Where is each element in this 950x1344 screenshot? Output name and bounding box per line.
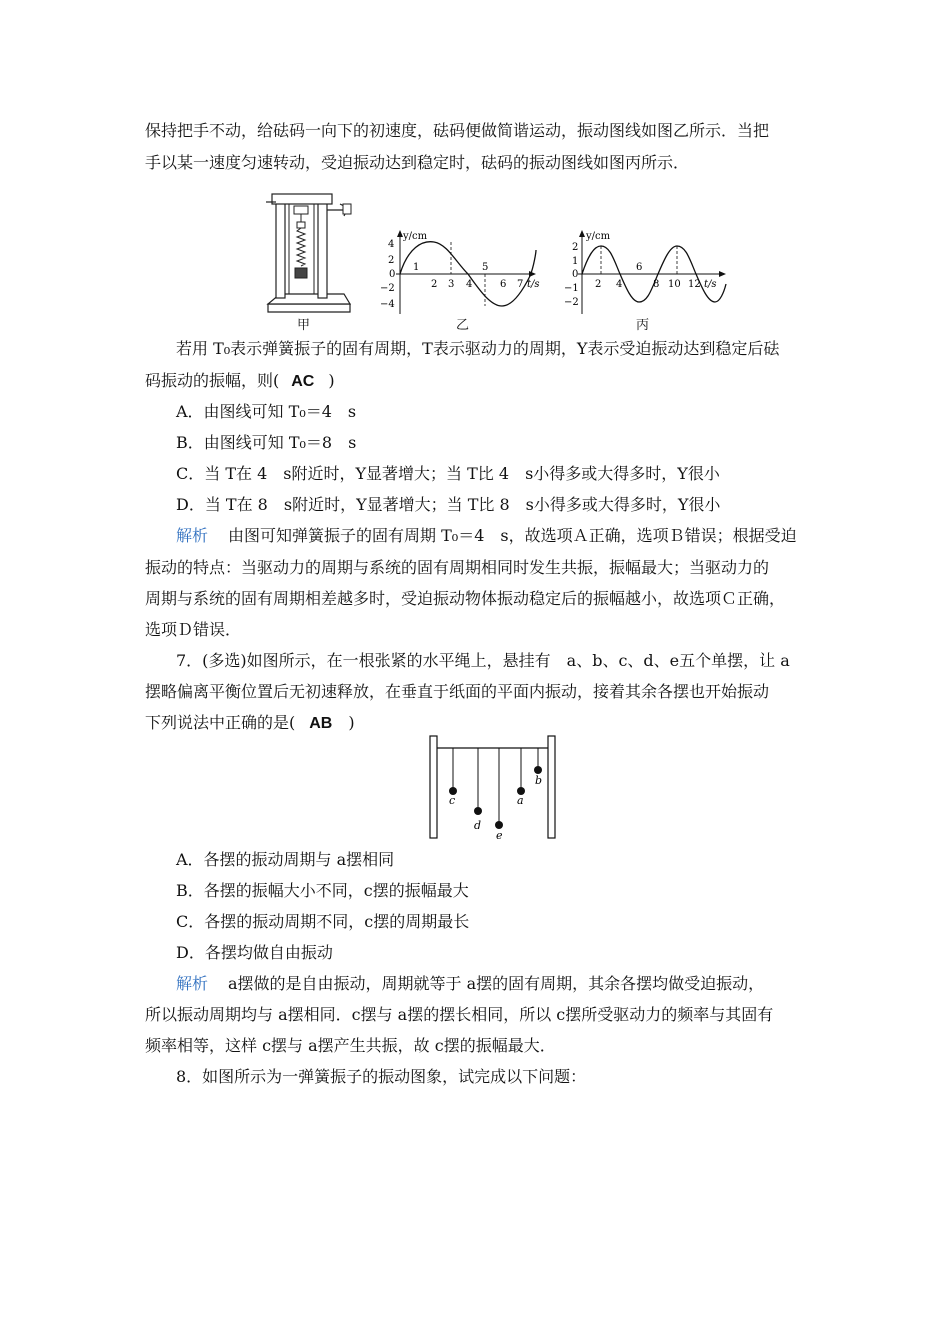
pendulum-e-label: e [496,829,503,842]
yi-x-tick: 2 [431,279,438,290]
q7-option-d: D．各摆均做自由振动 [176,943,333,962]
pendulum-b-label: b [535,774,543,787]
paragraph-line-2: 手以某一速度匀速转动，受迫振动达到稳定时，砝码的振动图线如图丙所示． [145,153,690,172]
paragraph-line-1: 保持把手不动，给砝码一向下的初速度，砝码便做简谐运动，振动图线如图乙所示．当把 [145,121,770,140]
q6-stem-prefix: 码振动的振幅，则( [145,371,280,390]
bing-x-tick: 4 [616,279,623,290]
bing-x-tick: 6 [636,262,643,273]
bing-x-axis-label: t/s [704,279,717,290]
figure-bing-label: 丙 [636,318,650,333]
q7-option-c: C．各摆的振动周期不同，c摆的周期最长 [176,912,470,931]
q6-analysis-line-1 [176,526,797,546]
bing-y-tick: 0 [572,269,579,280]
q6-option-a: A．由图线可知 T₀＝4 s [176,402,357,421]
pendulum-d-label: d [474,819,482,832]
bing-y-axis-label: y/cm [586,231,611,242]
q8-stem-line-1: 8．如图所示为一弹簧振子的振动图象，试完成以下问题： [176,1067,587,1086]
q7-analysis-line-1 [176,974,764,994]
figure-yi-label: 乙 [456,318,470,333]
bing-y-tick: −2 [564,297,579,308]
q7-analysis-line-3: 频率相等，这样 c摆与 a摆产生共振，故 c摆的振幅最大． [145,1036,556,1055]
pendulum-c-label: c [449,794,456,807]
bing-y-tick: −1 [564,283,579,294]
figure-jia-label: 甲 [297,318,311,333]
figure-yi-graph [370,226,550,318]
q7-stem-line-1: 7．(多选)如图所示，在一根张紧的水平绳上，悬挂有 a、b、c、d、e五个单摆，让 a [176,651,790,670]
q7-option-a: A．各摆的振动周期与 a摆相同 [176,850,395,869]
q7-analysis-line-2: 所以振动周期均与 a摆相同．c摆与 a摆的摆长相同，所以 c摆所受驱动力的频率与其固有 [145,1005,774,1024]
q7-analysis-text-1: a摆做的是自由振动，周期就等于 a摆的固有周期，其余各摆均做受迫振动， [228,974,765,993]
q6-analysis-text-1: 由图可知弹簧振子的固有周期 T₀＝4 s，故选项Ａ正确，选项Ｂ错误；根据受迫 [228,526,797,545]
q6-stem-suffix: ) [328,371,335,390]
bing-x-tick: 10 [668,279,681,290]
q6-option-d: D．当 T在 8 s附近时，Y显著增大；当 T比 8 s小得多或大得多时，Y很小 [176,495,721,514]
yi-x-tick: 3 [448,279,455,290]
yi-y-tick: 2 [388,255,395,266]
bing-y-tick: 1 [572,256,579,267]
yi-x-tick: 7 [517,279,524,290]
q7-stem-prefix: 下列说法中正确的是( [145,713,296,732]
figure-bing-graph [560,226,730,318]
figure-jia-apparatus [258,186,358,332]
bing-x-tick: 8 [653,279,660,290]
yi-y-tick: −4 [380,299,395,310]
yi-x-tick: 4 [466,279,473,290]
q6-analysis-line-3: 周期与系统的固有周期相差越多时，受迫振动物体振动稳定后的振幅越小，故选项Ｃ正确， [145,589,786,608]
yi-x-tick: 5 [482,262,489,273]
q7-stem-suffix: ) [348,713,355,732]
yi-x-tick: 1 [413,262,420,273]
bing-y-tick: 2 [572,242,579,253]
q6-stem-line-1: 若用 T₀表示弹簧振子的固有周期，T表示驱动力的周期，Y表示受迫振动达到稳定后砝 [176,339,780,358]
yi-x-tick: 6 [500,279,507,290]
q7-stem-line-2: 摆略偏离平衡位置后无初速释放，在垂直于纸面的平面内振动，接着其余各摆也开始振动 [145,682,770,701]
q7-option-b: B．各摆的振幅大小不同，c摆的振幅最大 [176,881,469,900]
yi-y-tick: −2 [380,283,395,294]
q6-analysis-line-4: 选项Ｄ错误． [145,620,242,639]
q7-analysis-label: 解析 [176,974,209,993]
q6-option-b: B．由图线可知 T₀＝8 s [176,433,357,452]
bing-x-tick: 2 [595,279,602,290]
q6-stem-line-2 [145,371,335,392]
figure-pendulums [424,734,564,844]
pendulum-a-label: a [517,794,524,807]
bing-x-tick: 12 [688,279,701,290]
yi-y-tick: 0 [389,269,396,280]
yi-y-tick: 4 [388,239,395,250]
q6-answer: AC [291,373,315,390]
q7-answer: AB [309,715,333,732]
q6-option-c: C．当 T在 4 s附近时，Y显著增大；当 T比 4 s小得多或大得多时，Y很小 [176,464,720,483]
q7-stem-line-3 [145,713,355,734]
q6-analysis-label: 解析 [176,526,209,545]
yi-y-axis-label: y/cm [403,231,428,242]
yi-x-axis-label: t/s [527,279,540,290]
q6-analysis-line-2: 振动的特点：当驱动力的周期与系统的固有周期相同时发生共振，振幅最大；当驱动力的 [145,558,770,577]
